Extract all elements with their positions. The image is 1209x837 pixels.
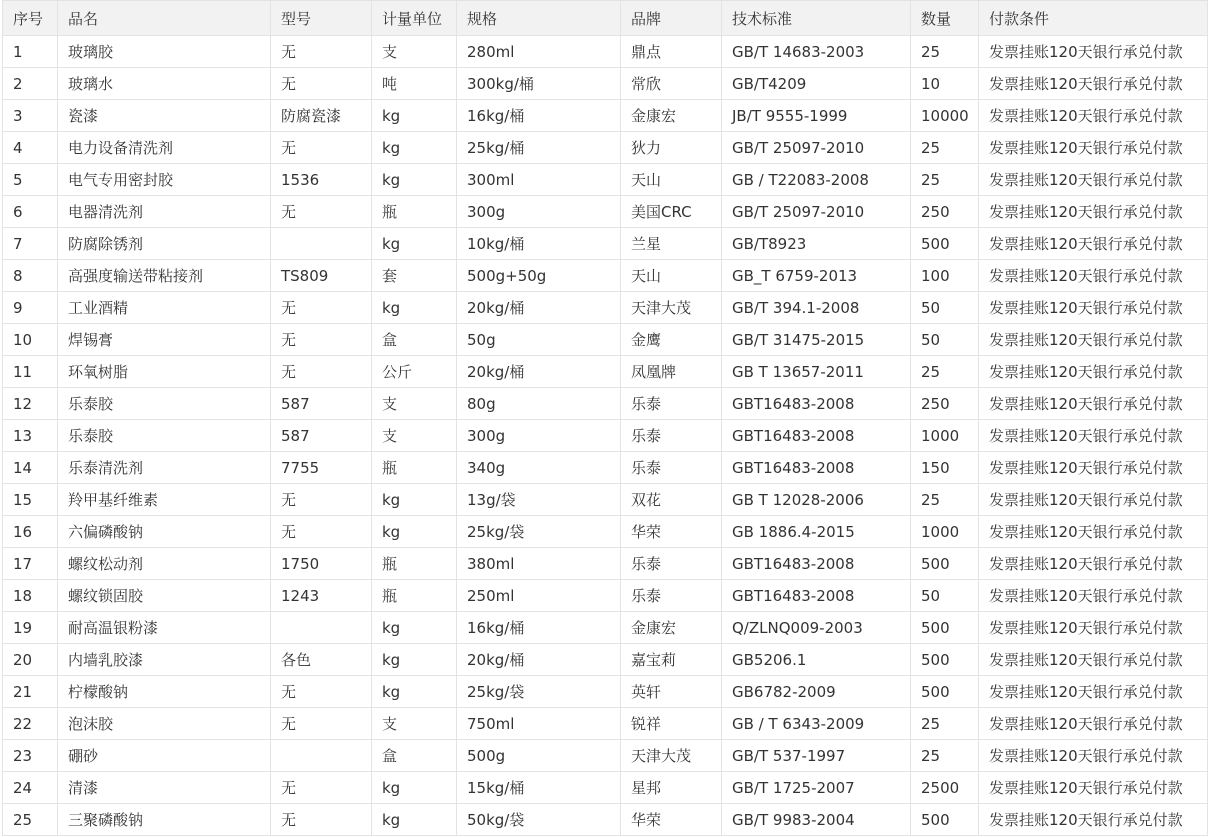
cell-payment-terms: 发票挂账120天银行承兑付款 [979, 228, 1208, 260]
cell-standard: GB/T 9983-2004 [722, 804, 911, 836]
cell-brand: 乐泰 [621, 420, 722, 452]
cell-unit: 支 [372, 708, 457, 740]
cell-brand: 天津大茂 [621, 740, 722, 772]
cell-unit: kg [372, 100, 457, 132]
cell-payment-terms: 发票挂账120天银行承兑付款 [979, 324, 1208, 356]
table-row [3, 68, 1208, 100]
cell-index: 21 [3, 676, 58, 708]
table-row [3, 772, 1208, 804]
cell-quantity: 150 [911, 452, 979, 484]
cell-quantity: 25 [911, 484, 979, 516]
table-header [3, 1, 1208, 36]
cell-brand: 双花 [621, 484, 722, 516]
cell-payment-terms: 发票挂账120天银行承兑付款 [979, 708, 1208, 740]
cell-quantity: 1000 [911, 420, 979, 452]
cell-unit: 瓶 [372, 452, 457, 484]
cell-index: 7 [3, 228, 58, 260]
table-row [3, 356, 1208, 388]
table-row [3, 292, 1208, 324]
cell-quantity: 25 [911, 356, 979, 388]
cell-model: 无 [271, 804, 372, 836]
table-row [3, 484, 1208, 516]
cell-product-name: 螺纹锁固胶 [58, 580, 271, 612]
cell-brand: 常欣 [621, 68, 722, 100]
cell-quantity: 50 [911, 292, 979, 324]
cell-spec: 380ml [457, 548, 621, 580]
table-body [3, 36, 1208, 836]
cell-unit: kg [372, 228, 457, 260]
cell-standard: GBT16483-2008 [722, 452, 911, 484]
cell-brand: 锐祥 [621, 708, 722, 740]
table-row [3, 676, 1208, 708]
cell-payment-terms: 发票挂账120天银行承兑付款 [979, 516, 1208, 548]
cell-index: 23 [3, 740, 58, 772]
cell-payment-terms: 发票挂账120天银行承兑付款 [979, 772, 1208, 804]
cell-model: 无 [271, 676, 372, 708]
cell-spec: 20kg/桶 [457, 292, 621, 324]
header-product-name: 品名 [58, 1, 271, 36]
cell-standard: GBT16483-2008 [722, 388, 911, 420]
table-row [3, 100, 1208, 132]
header-row [3, 1, 1208, 36]
cell-index: 6 [3, 196, 58, 228]
cell-standard: GB / T 6343-2009 [722, 708, 911, 740]
cell-quantity: 10 [911, 68, 979, 100]
cell-spec: 20kg/桶 [457, 644, 621, 676]
cell-standard: GB6782-2009 [722, 676, 911, 708]
cell-product-name: 电气专用密封胶 [58, 164, 271, 196]
table-row [3, 196, 1208, 228]
cell-standard: GB/T 14683-2003 [722, 36, 911, 68]
cell-brand: 金康宏 [621, 612, 722, 644]
cell-payment-terms: 发票挂账120天银行承兑付款 [979, 388, 1208, 420]
header-spec: 规格 [457, 1, 621, 36]
cell-quantity: 500 [911, 612, 979, 644]
cell-index: 22 [3, 708, 58, 740]
cell-model: 无 [271, 68, 372, 100]
cell-model: 无 [271, 356, 372, 388]
cell-product-name: 清漆 [58, 772, 271, 804]
cell-model [271, 228, 372, 260]
cell-spec: 280ml [457, 36, 621, 68]
cell-quantity: 500 [911, 804, 979, 836]
cell-product-name: 羚甲基纤维素 [58, 484, 271, 516]
cell-unit: kg [372, 772, 457, 804]
cell-payment-terms: 发票挂账120天银行承兑付款 [979, 292, 1208, 324]
cell-standard: GB T 13657-2011 [722, 356, 911, 388]
cell-unit: kg [372, 132, 457, 164]
header-unit: 计量单位 [372, 1, 457, 36]
cell-model: 无 [271, 196, 372, 228]
cell-brand: 乐泰 [621, 580, 722, 612]
cell-spec: 300g [457, 420, 621, 452]
cell-unit: 公斤 [372, 356, 457, 388]
cell-index: 12 [3, 388, 58, 420]
cell-quantity: 500 [911, 228, 979, 260]
cell-index: 18 [3, 580, 58, 612]
cell-spec: 80g [457, 388, 621, 420]
cell-unit: 支 [372, 388, 457, 420]
cell-index: 13 [3, 420, 58, 452]
cell-product-name: 电力设备清洗剂 [58, 132, 271, 164]
cell-payment-terms: 发票挂账120天银行承兑付款 [979, 132, 1208, 164]
cell-quantity: 500 [911, 548, 979, 580]
cell-model: 7755 [271, 452, 372, 484]
cell-model: 587 [271, 388, 372, 420]
cell-product-name: 泡沫胶 [58, 708, 271, 740]
cell-model: 无 [271, 36, 372, 68]
cell-payment-terms: 发票挂账120天银行承兑付款 [979, 196, 1208, 228]
cell-index: 11 [3, 356, 58, 388]
cell-standard: GB/T4209 [722, 68, 911, 100]
cell-spec: 500g+50g [457, 260, 621, 292]
cell-standard: GB/T 25097-2010 [722, 132, 911, 164]
cell-index: 9 [3, 292, 58, 324]
cell-spec: 300ml [457, 164, 621, 196]
cell-brand: 凤凰牌 [621, 356, 722, 388]
cell-brand: 天山 [621, 164, 722, 196]
table-row [3, 548, 1208, 580]
table-row [3, 324, 1208, 356]
table-row [3, 708, 1208, 740]
cell-index: 8 [3, 260, 58, 292]
cell-quantity: 25 [911, 708, 979, 740]
cell-product-name: 乐泰清洗剂 [58, 452, 271, 484]
table-row [3, 580, 1208, 612]
cell-quantity: 2500 [911, 772, 979, 804]
cell-brand: 兰星 [621, 228, 722, 260]
cell-index: 24 [3, 772, 58, 804]
cell-unit: kg [372, 644, 457, 676]
cell-quantity: 500 [911, 644, 979, 676]
header-model: 型号 [271, 1, 372, 36]
cell-index: 16 [3, 516, 58, 548]
cell-payment-terms: 发票挂账120天银行承兑付款 [979, 484, 1208, 516]
cell-model: 无 [271, 772, 372, 804]
cell-brand: 星邦 [621, 772, 722, 804]
cell-payment-terms: 发票挂账120天银行承兑付款 [979, 676, 1208, 708]
cell-quantity: 25 [911, 164, 979, 196]
cell-index: 15 [3, 484, 58, 516]
cell-spec: 13g/袋 [457, 484, 621, 516]
table-row [3, 260, 1208, 292]
cell-index: 20 [3, 644, 58, 676]
cell-unit: kg [372, 292, 457, 324]
cell-payment-terms: 发票挂账120天银行承兑付款 [979, 68, 1208, 100]
cell-index: 17 [3, 548, 58, 580]
procurement-table [2, 0, 1208, 836]
cell-spec: 500g [457, 740, 621, 772]
cell-product-name: 三聚磷酸钠 [58, 804, 271, 836]
cell-model: 无 [271, 484, 372, 516]
cell-standard: JB/T 9555-1999 [722, 100, 911, 132]
header-brand: 品牌 [621, 1, 722, 36]
cell-spec: 25kg/桶 [457, 132, 621, 164]
cell-standard: GB5206.1 [722, 644, 911, 676]
cell-payment-terms: 发票挂账120天银行承兑付款 [979, 644, 1208, 676]
cell-index: 3 [3, 100, 58, 132]
cell-model: 无 [271, 324, 372, 356]
cell-model: 各色 [271, 644, 372, 676]
cell-unit: 盒 [372, 740, 457, 772]
cell-payment-terms: 发票挂账120天银行承兑付款 [979, 356, 1208, 388]
cell-payment-terms: 发票挂账120天银行承兑付款 [979, 260, 1208, 292]
cell-brand: 天津大茂 [621, 292, 722, 324]
cell-index: 19 [3, 612, 58, 644]
cell-model: 无 [271, 708, 372, 740]
table-row [3, 228, 1208, 260]
cell-brand: 乐泰 [621, 452, 722, 484]
cell-spec: 20kg/桶 [457, 356, 621, 388]
cell-payment-terms: 发票挂账120天银行承兑付款 [979, 452, 1208, 484]
cell-brand: 鼎点 [621, 36, 722, 68]
cell-brand: 乐泰 [621, 548, 722, 580]
cell-spec: 300kg/桶 [457, 68, 621, 100]
cell-quantity: 100 [911, 260, 979, 292]
cell-payment-terms: 发票挂账120天银行承兑付款 [979, 612, 1208, 644]
cell-spec: 10kg/桶 [457, 228, 621, 260]
cell-standard: GB_T 6759-2013 [722, 260, 911, 292]
cell-standard: GBT16483-2008 [722, 548, 911, 580]
cell-brand: 嘉宝莉 [621, 644, 722, 676]
cell-spec: 750ml [457, 708, 621, 740]
table-row [3, 740, 1208, 772]
cell-model: 无 [271, 132, 372, 164]
table-row [3, 36, 1208, 68]
cell-unit: kg [372, 612, 457, 644]
cell-unit: kg [372, 676, 457, 708]
cell-brand: 英轩 [621, 676, 722, 708]
cell-product-name: 乐泰胶 [58, 388, 271, 420]
cell-brand: 华荣 [621, 804, 722, 836]
cell-standard: GB/T 1725-2007 [722, 772, 911, 804]
table-row [3, 420, 1208, 452]
cell-product-name: 环氧树脂 [58, 356, 271, 388]
cell-model [271, 612, 372, 644]
table-row [3, 612, 1208, 644]
cell-standard: GBT16483-2008 [722, 580, 911, 612]
table-row [3, 388, 1208, 420]
cell-product-name: 玻璃胶 [58, 36, 271, 68]
cell-quantity: 1000 [911, 516, 979, 548]
header-index: 序号 [3, 1, 58, 36]
cell-spec: 340g [457, 452, 621, 484]
header-quantity: 数量 [911, 1, 979, 36]
cell-spec: 16kg/桶 [457, 100, 621, 132]
cell-model: 1243 [271, 580, 372, 612]
cell-unit: kg [372, 804, 457, 836]
cell-model: 防腐瓷漆 [271, 100, 372, 132]
cell-index: 4 [3, 132, 58, 164]
cell-standard: GBT16483-2008 [722, 420, 911, 452]
cell-spec: 25kg/袋 [457, 516, 621, 548]
table-row [3, 452, 1208, 484]
table-row [3, 644, 1208, 676]
cell-index: 14 [3, 452, 58, 484]
cell-unit: 盒 [372, 324, 457, 356]
cell-spec: 250ml [457, 580, 621, 612]
cell-model: TS809 [271, 260, 372, 292]
table-row [3, 516, 1208, 548]
cell-unit: kg [372, 164, 457, 196]
cell-unit: 吨 [372, 68, 457, 100]
cell-quantity: 10000 [911, 100, 979, 132]
cell-standard: Q/ZLNQ009-2003 [722, 612, 911, 644]
cell-product-name: 电器清洗剂 [58, 196, 271, 228]
cell-standard: GB/T8923 [722, 228, 911, 260]
cell-product-name: 高强度输送带粘接剂 [58, 260, 271, 292]
cell-unit: 瓶 [372, 580, 457, 612]
cell-model: 无 [271, 516, 372, 548]
cell-quantity: 250 [911, 388, 979, 420]
cell-product-name: 耐高温银粉漆 [58, 612, 271, 644]
cell-product-name: 瓷漆 [58, 100, 271, 132]
cell-payment-terms: 发票挂账120天银行承兑付款 [979, 740, 1208, 772]
cell-product-name: 柠檬酸钠 [58, 676, 271, 708]
cell-unit: kg [372, 516, 457, 548]
cell-brand: 金鹰 [621, 324, 722, 356]
cell-product-name: 焊锡膏 [58, 324, 271, 356]
cell-product-name: 螺纹松动剂 [58, 548, 271, 580]
cell-brand: 金康宏 [621, 100, 722, 132]
cell-spec: 15kg/桶 [457, 772, 621, 804]
cell-payment-terms: 发票挂账120天银行承兑付款 [979, 164, 1208, 196]
table-row [3, 164, 1208, 196]
cell-brand: 美国CRC [621, 196, 722, 228]
header-payment-terms: 付款条件 [979, 1, 1208, 36]
cell-model: 1750 [271, 548, 372, 580]
cell-unit: 支 [372, 420, 457, 452]
cell-spec: 25kg/袋 [457, 676, 621, 708]
cell-unit: 瓶 [372, 196, 457, 228]
cell-payment-terms: 发票挂账120天银行承兑付款 [979, 580, 1208, 612]
cell-spec: 300g [457, 196, 621, 228]
cell-payment-terms: 发票挂账120天银行承兑付款 [979, 548, 1208, 580]
cell-brand: 狄力 [621, 132, 722, 164]
cell-index: 10 [3, 324, 58, 356]
cell-standard: GB/T 537-1997 [722, 740, 911, 772]
cell-quantity: 500 [911, 676, 979, 708]
cell-model: 无 [271, 292, 372, 324]
cell-product-name: 玻璃水 [58, 68, 271, 100]
cell-unit: 瓶 [372, 548, 457, 580]
cell-spec: 16kg/桶 [457, 612, 621, 644]
header-standard: 技术标准 [722, 1, 911, 36]
cell-model: 587 [271, 420, 372, 452]
table-row [3, 132, 1208, 164]
cell-payment-terms: 发票挂账120天银行承兑付款 [979, 100, 1208, 132]
cell-quantity: 25 [911, 36, 979, 68]
cell-product-name: 内墙乳胶漆 [58, 644, 271, 676]
cell-payment-terms: 发票挂账120天银行承兑付款 [979, 420, 1208, 452]
cell-standard: GB / T22083-2008 [722, 164, 911, 196]
cell-brand: 乐泰 [621, 388, 722, 420]
cell-model: 1536 [271, 164, 372, 196]
cell-standard: GB T 12028-2006 [722, 484, 911, 516]
cell-quantity: 250 [911, 196, 979, 228]
cell-unit: 支 [372, 36, 457, 68]
cell-product-name: 六偏磷酸钠 [58, 516, 271, 548]
table-row [3, 804, 1208, 836]
cell-index: 2 [3, 68, 58, 100]
cell-product-name: 工业酒精 [58, 292, 271, 324]
cell-spec: 50kg/袋 [457, 804, 621, 836]
cell-payment-terms: 发票挂账120天银行承兑付款 [979, 36, 1208, 68]
cell-product-name: 乐泰胶 [58, 420, 271, 452]
cell-spec: 50g [457, 324, 621, 356]
cell-standard: GB/T 31475-2015 [722, 324, 911, 356]
cell-model [271, 740, 372, 772]
cell-index: 25 [3, 804, 58, 836]
cell-quantity: 50 [911, 580, 979, 612]
cell-brand: 华荣 [621, 516, 722, 548]
cell-standard: GB/T 394.1-2008 [722, 292, 911, 324]
cell-product-name: 防腐除锈剂 [58, 228, 271, 260]
cell-index: 5 [3, 164, 58, 196]
cell-quantity: 25 [911, 132, 979, 164]
cell-brand: 天山 [621, 260, 722, 292]
cell-product-name: 硼砂 [58, 740, 271, 772]
cell-standard: GB/T 25097-2010 [722, 196, 911, 228]
cell-unit: 套 [372, 260, 457, 292]
cell-unit: kg [372, 484, 457, 516]
cell-quantity: 25 [911, 740, 979, 772]
cell-index: 1 [3, 36, 58, 68]
cell-payment-terms: 发票挂账120天银行承兑付款 [979, 804, 1208, 836]
cell-standard: GB 1886.4-2015 [722, 516, 911, 548]
cell-quantity: 50 [911, 324, 979, 356]
